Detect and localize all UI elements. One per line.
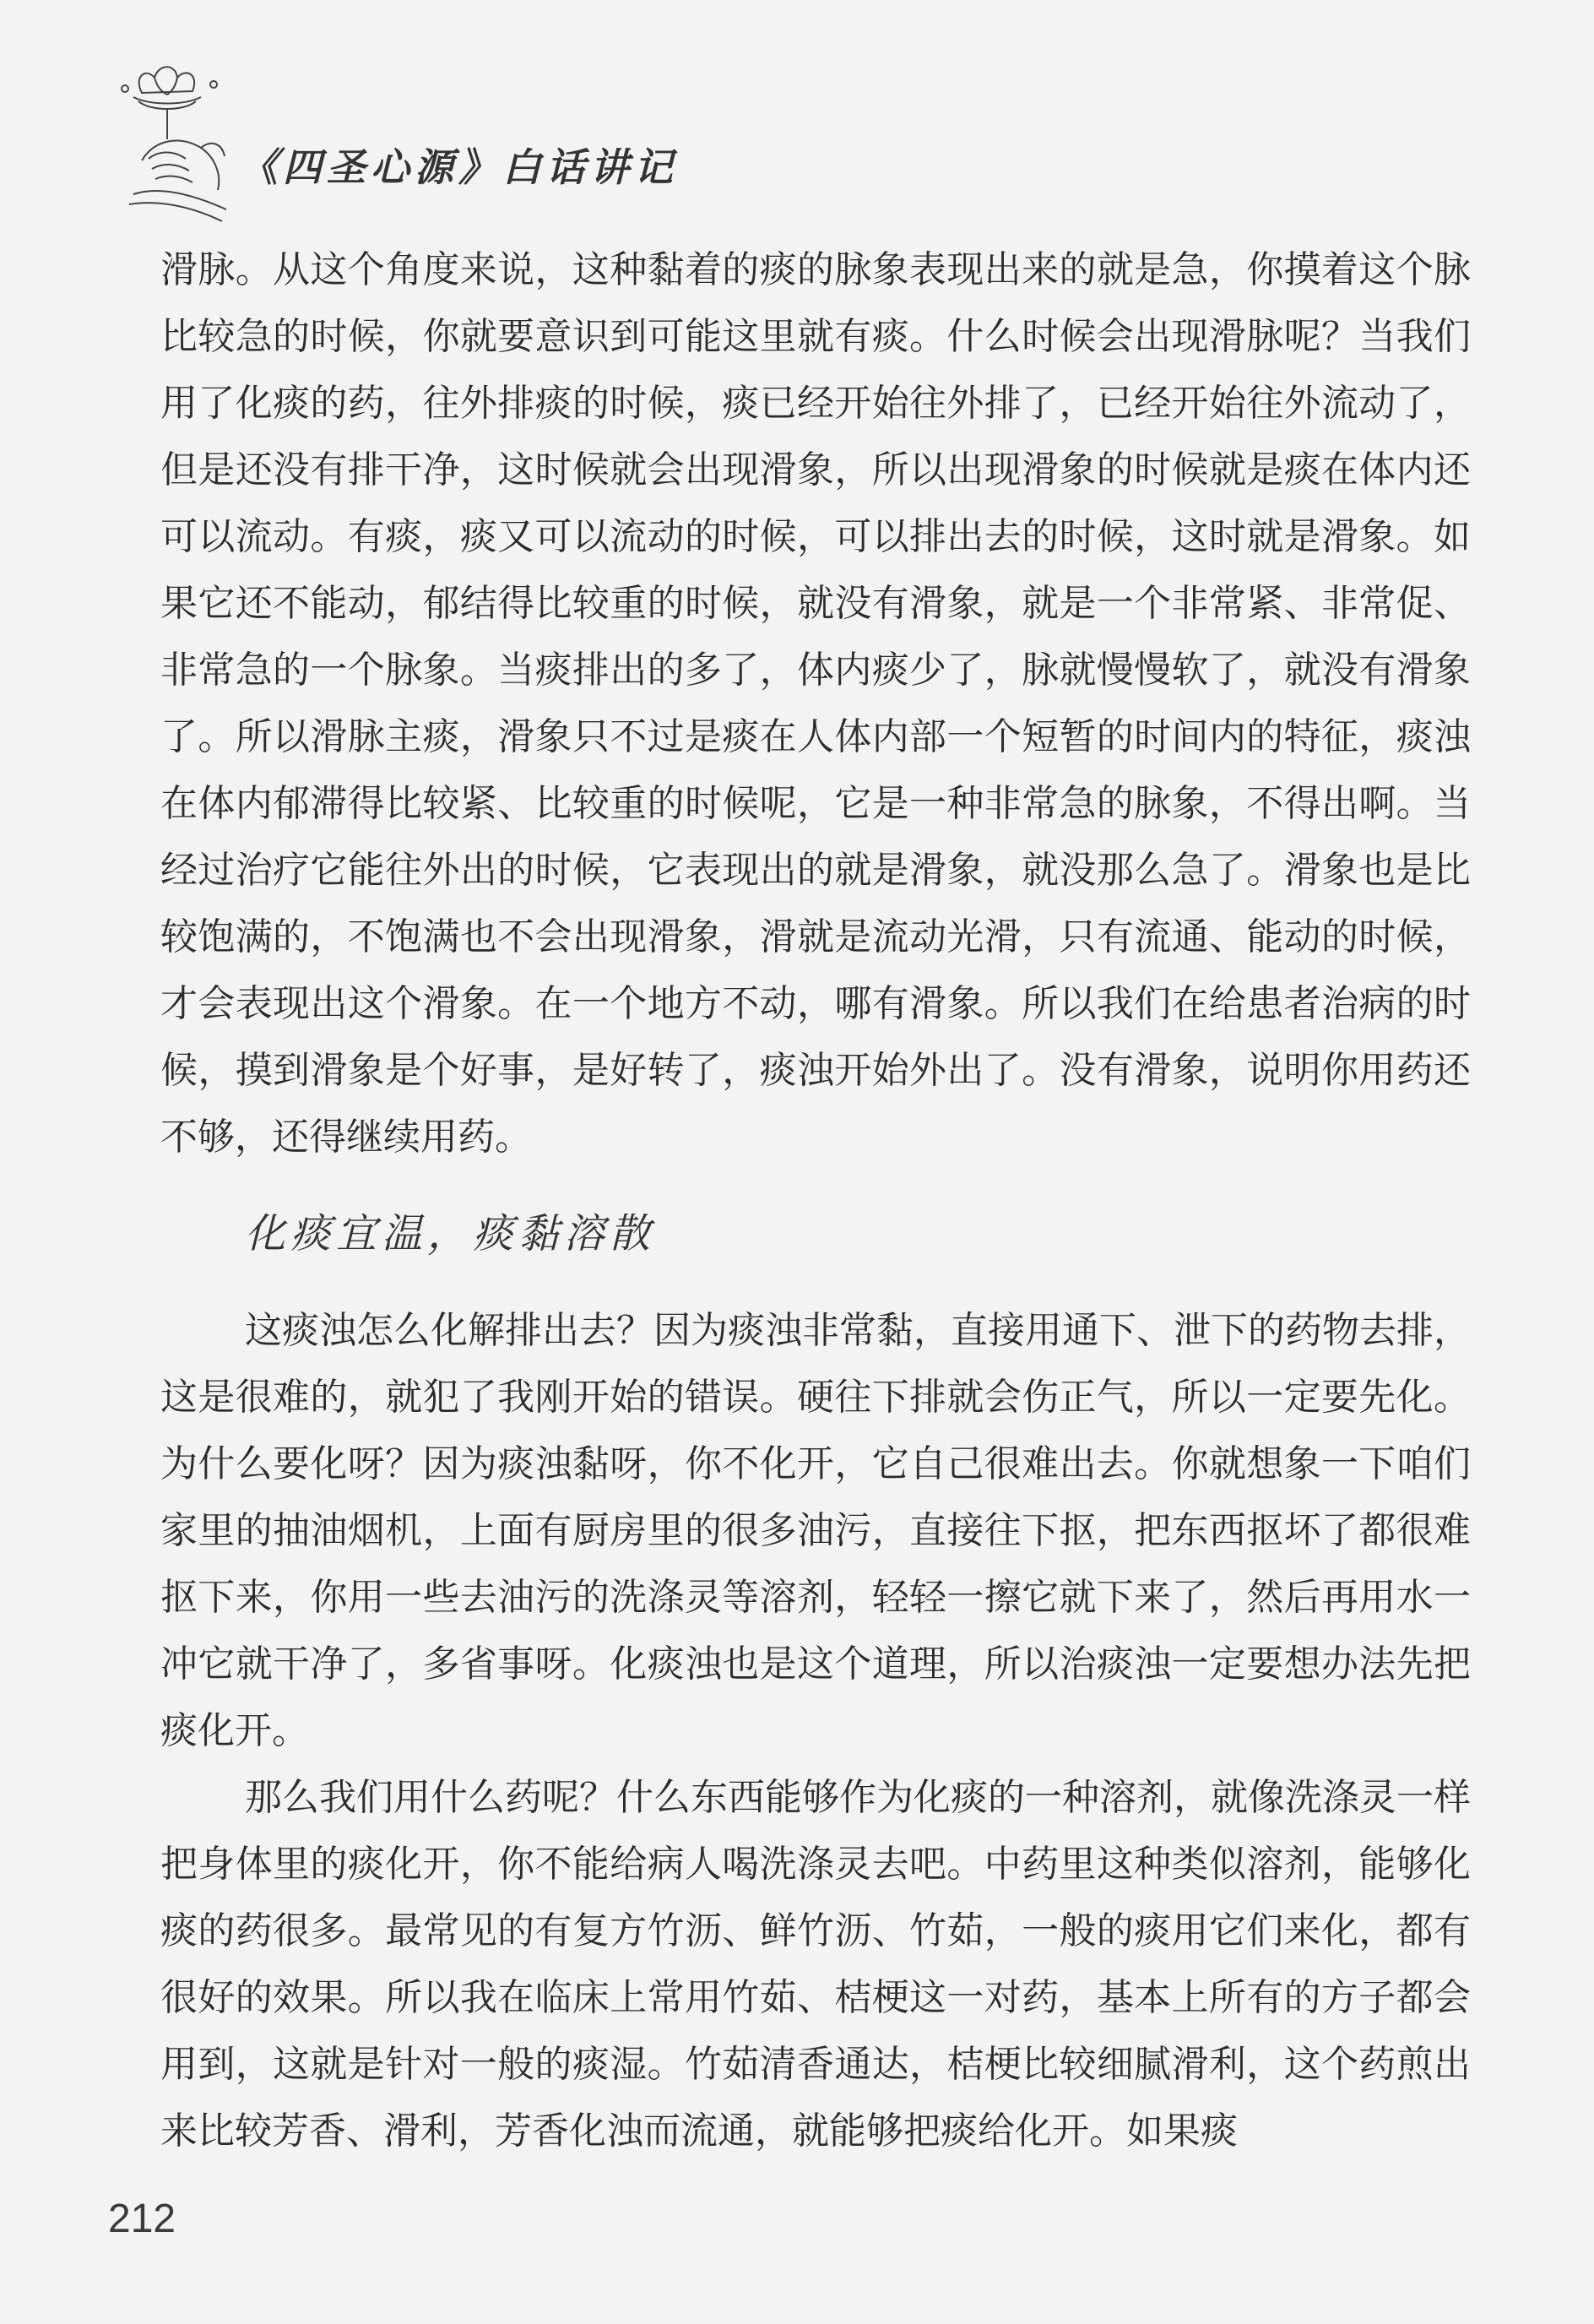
page-content — [160, 236, 1471, 2164]
lotus-hand-icon — [108, 59, 243, 228]
page-header — [108, 59, 868, 228]
body-paragraph: 滑脉。从这个角度来说，这种黏着的痰的脉象表现出来的就是急，你摸着这个脉比较急的时候，你就要意识到可能这里就有痰。什么时候会出现滑脉呢？当我们用了化痰的药，往外排痰的时候，痰已经开始往外排了，已经开始往外流动了，但是还没有排干净，这时候就会出现滑象，所以出现滑象的时候就是痰在体内还可以流动。有痰，痰又可以流动的时候，可以排出去的时候，这时就是滑象。如果它还不能动，郁结得比较重的时候，就没有滑象，就是一个非常紧、非常促、非常急的一个脉象。当痰排出的多了，体内痰少了，脉就慢慢软了，就没有滑象了。所以滑脉主痰，滑象只不过是痰在人体内部一个短暂的时间内的特征，痰浊在体内郁滞得比较紧、比较重的时候呢，它是一种非常急的脉象，不得出啊。当经过治疗它能往外出的时候，它表现出的就是滑象，就没那么急了。滑象也是比较饱满的，不饱满也不会出现滑象，滑就是流动光滑，只有流通、能动的时候，才会表现出这个滑象。在一个地方不动，哪有滑象。所以我们在给患者治病的时候，摸到滑象是个好事，是好转了，痰浊开始外出了。没有滑象，说明你用药还不够，还得继续用药。 — [160, 248, 1471, 1159]
section-heading: 化痰宜温，痰黏溶散 — [245, 1210, 656, 1257]
page-number: 212 — [108, 2196, 176, 2241]
body-paragraph: 这痰浊怎么化解排出去？因为痰浊非常黏，直接用通下、泄下的药物去排，这是很难的，就犯了我刚开始的错误。硬往下排就会伤正气，所以一定要先化。为什么要化呀？因为痰浊黏呀，你不化开，它自己很难出去。你就想象一下咱们家里的抽油烟机，上面有厨房里的很多油污，直接往下抠，把东西抠坏了都很难抠下来，你用一些去油污的洗涤灵等溶剂，轻轻一擦它就下来了，然后再用水一冲它就干净了，多省事呀。化痰浊也是这个道理，所以治痰浊一定要想办法先把痰化开。 — [160, 1309, 1471, 1752]
book-title: 《四圣心源》白话讲记 — [239, 144, 678, 190]
body-paragraph: 那么我们用什么药呢？什么东西能够作为化痰的一种溶剂，就像洗涤灵一样把身体里的痰化开，你不能给病人喝洗涤灵去吧。中药里这种类似溶剂，能够化痰的药很多。最常见的有复方竹沥、鲜竹沥、竹茹，一般的痰用它们来化，都有很好的效果。所以我在临床上常用竹茹、桔梗这一对药，基本上所有的方子都会用到，这就是针对一般的痰湿。竹茹清香通达，桔梗比较细腻滑利，这个药煎出来比较芳香、滑利，芳香化浊而流通，就能够把痰给化开。如果痰 — [160, 1776, 1471, 2153]
